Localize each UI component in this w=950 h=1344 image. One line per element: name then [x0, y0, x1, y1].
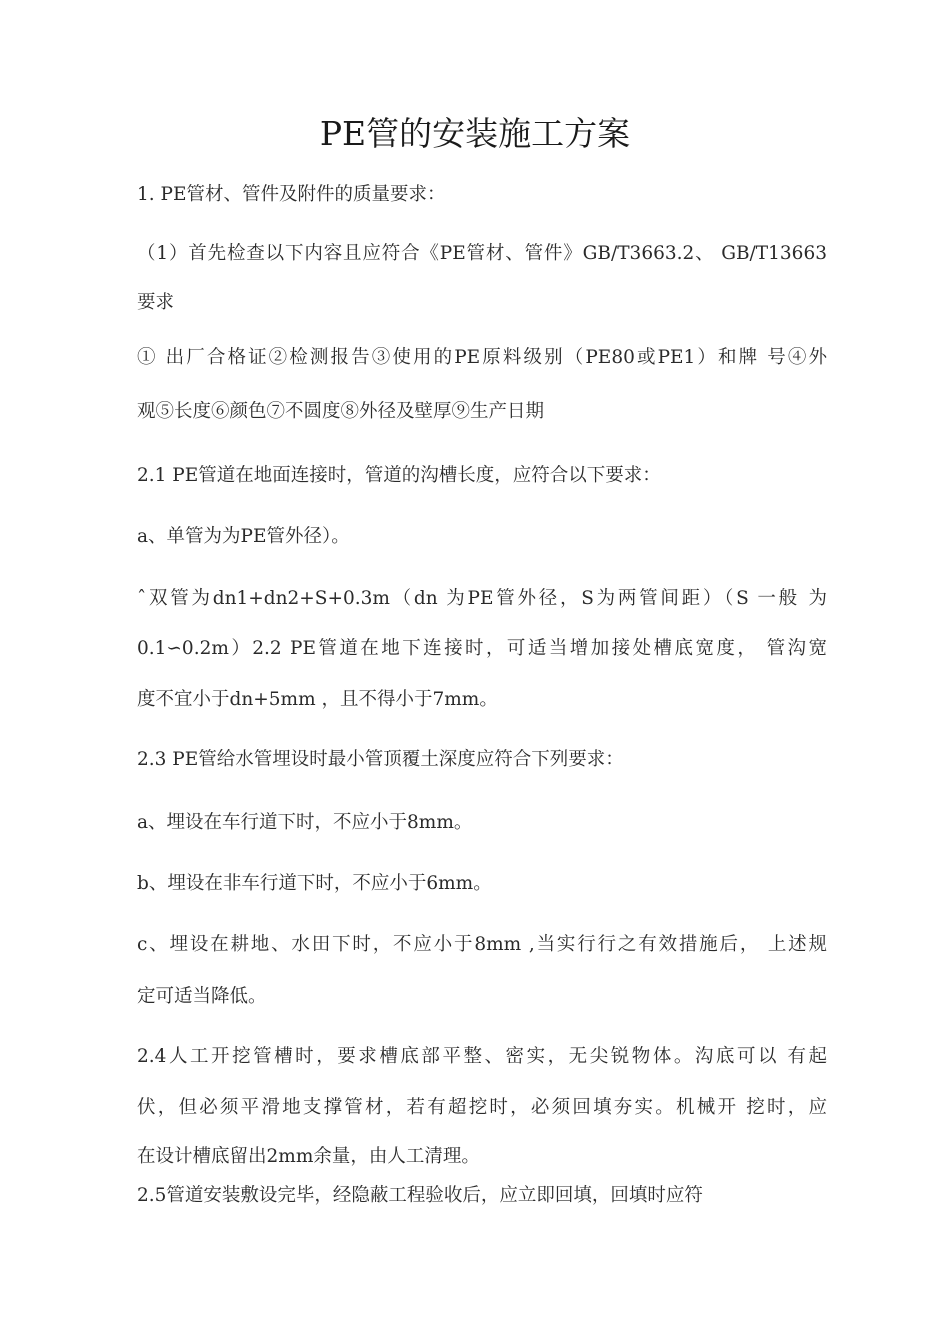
paragraph-line: 要求	[137, 292, 175, 313]
section-1-heading: 1. PE管材、管件及附件的质量要求：	[137, 184, 446, 205]
paragraph-line: （1）首先检查以下内容且应符合《PE管材、管件》GB/T3663.2、 GB/T13663	[137, 243, 827, 264]
section-2-1-heading: 2.1 PE管道在地面连接时，管道的沟槽长度，应符合以下要求：	[137, 465, 661, 486]
paragraph-line: ˆ双管为dn1+dn2+S+0.3m（dn 为PE管外径，S为两管间距）（S 一般 为	[137, 588, 827, 609]
paragraph-line: 2.4人工开挖管槽时，要求槽底部平整、密实，无尖锐物体。沟底可以 有起	[137, 1046, 827, 1067]
paragraph-line: a、单管为为PE管外径）。	[137, 526, 350, 547]
paragraph-line: 伏，但必须平滑地支撑管材，若有超挖时，必须回填夯实。机械开 挖时，应	[137, 1097, 827, 1118]
section-2-3-heading: 2.3 PE管给水管埋设时最小管顶覆土深度应符合下列要求：	[137, 749, 624, 770]
paragraph-line: a、埋设在车行道下时，不应小于8mm。	[137, 812, 473, 833]
paragraph-line: ① 出厂合格证②检测报告③使用的PE原料级别（PE80或PE1）和牌 号④外	[137, 347, 827, 368]
paragraph-line: 定可适当降低。	[137, 986, 267, 1007]
document-title: PE管的安装施工方案	[319, 114, 631, 153]
paragraph-line: b、埋设在非车行道下时，不应小于6mm。	[137, 873, 492, 894]
paragraph-line: 2.5管道安装敷设完毕，经隐蔽工程验收后，应立即回填，回填时应符	[137, 1185, 703, 1206]
paragraph-line: 0.1∽0.2m）2.2 PE管道在地下连接时，可适当增加接处槽底宽度， 管沟宽	[137, 638, 827, 659]
paragraph-line: 观⑤长度⑥颜色⑦不圆度⑧外径及壁厚⑨生产日期	[137, 401, 545, 422]
paragraph-line: 在设计槽底留出2mm余量，由人工清理。	[137, 1146, 480, 1167]
paragraph-line: c、埋设在耕地、水田下时，不应小于8mm ,当实行行之有效措施后， 上述规	[137, 934, 827, 955]
paragraph-line: 度不宜小于dn+5mm ，且不得小于7mm。	[137, 689, 498, 710]
